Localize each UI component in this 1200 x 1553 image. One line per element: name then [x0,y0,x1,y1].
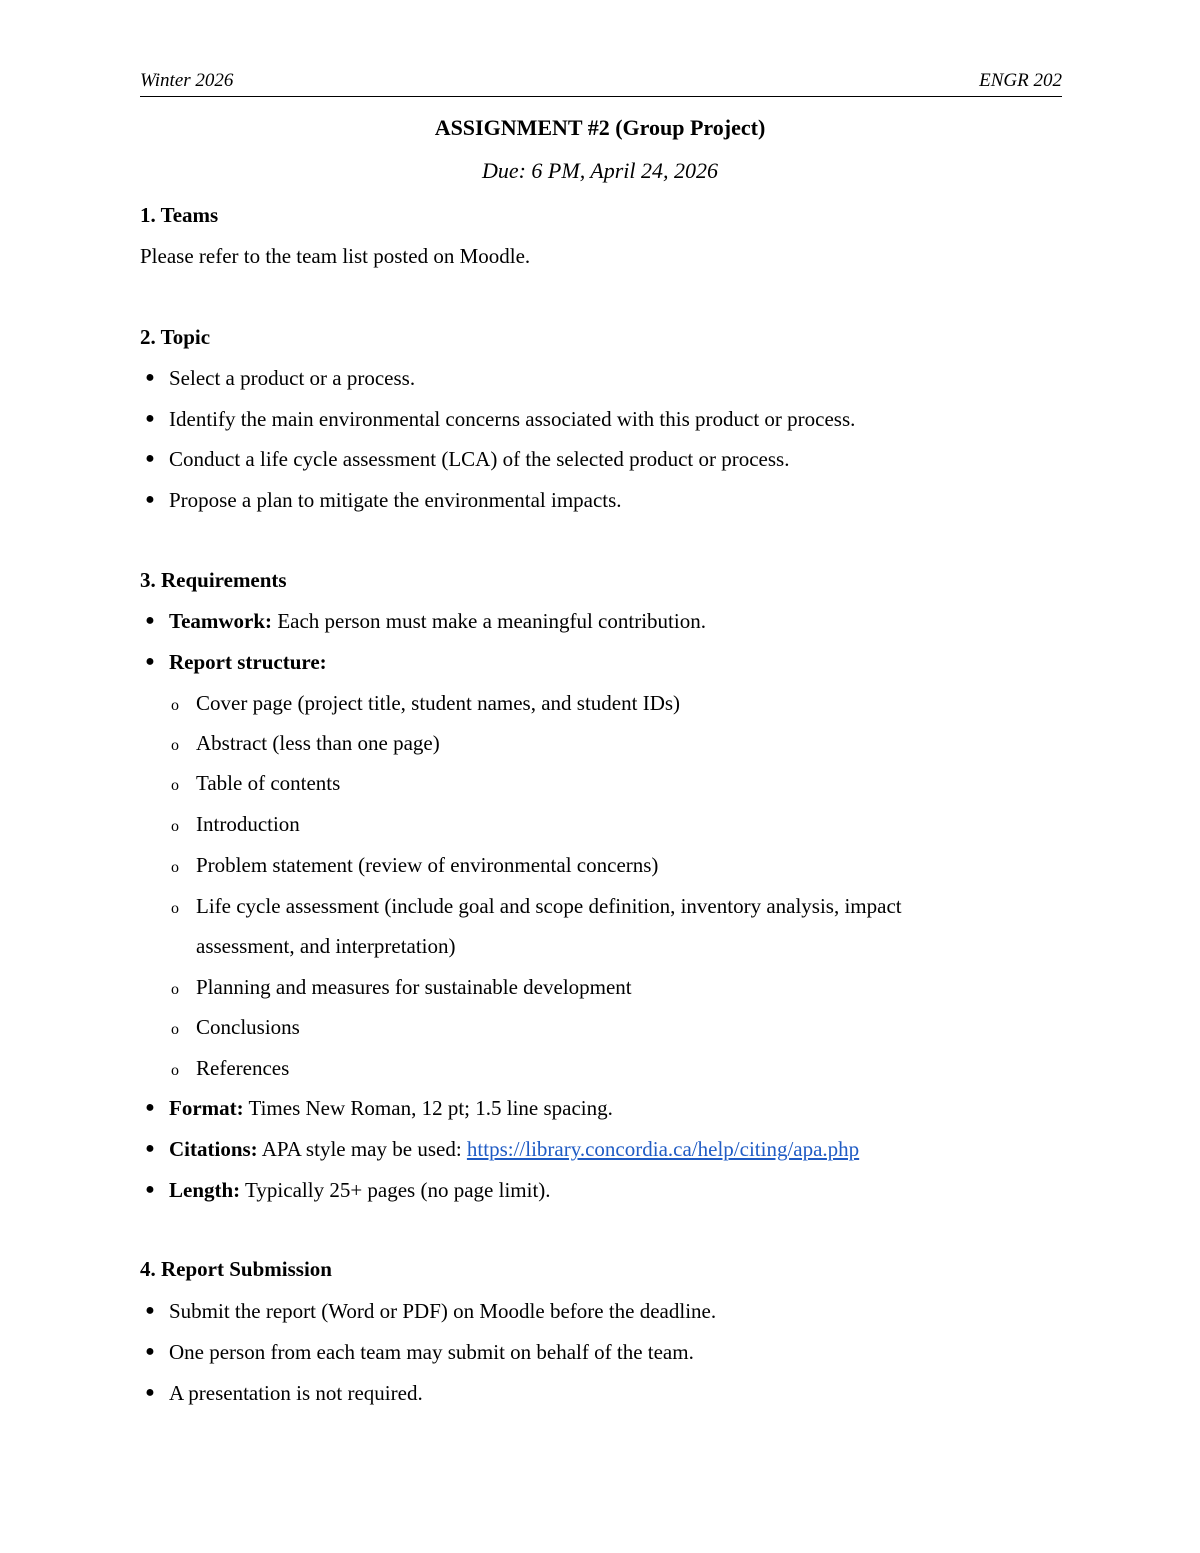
bullet-icon: ● [145,491,155,508]
circle-bullet-icon: o [171,981,179,998]
citations-text: APA style may be used: [257,1137,467,1161]
section-heading-teams: 1. Teams [140,203,219,227]
bullet-icon: ● [145,369,155,386]
page-header [140,70,1062,97]
circle-bullet-icon: o [171,697,179,714]
format-label: Format: [169,1096,244,1120]
circle-bullet-icon: o [171,818,179,835]
circle-bullet-icon: o [171,859,179,876]
circle-bullet-icon: o [171,777,179,794]
section-heading-topic: 2. Topic [140,325,211,349]
bullet-icon: ● [145,450,155,467]
assignment-title: ASSIGNMENT #2 (Group Project) [434,115,766,140]
teamwork-text: Each person must make a meaningful contribution. [272,609,706,633]
course-code: ENGR 202 [979,70,1062,91]
teams-text: Please refer to the team list posted on Moodle. [140,244,531,268]
bullet-icon: ● [145,653,155,670]
circle-bullet-icon: o [171,900,179,917]
apa-citation-link[interactable]: https://library.concordia.ca/help/citing/apa.php [466,1137,860,1161]
section-heading-requirements: 3. Requirements [140,568,287,592]
bullet-icon: ● [145,1181,155,1198]
bullet-icon: ● [145,410,155,427]
report-structure-label: Report structure: [169,650,327,674]
bullet-icon: ● [145,1343,155,1360]
bullet-icon: ● [145,1384,155,1401]
circle-bullet-icon: o [171,737,179,754]
bullet-icon: ● [145,1099,155,1116]
format-text: Times New Roman, 12 pt; 1.5 line spacing. [243,1096,613,1120]
term-label: Winter 2026 [140,70,234,91]
sub-list-item-continuation: assessment, and interpretation) [196,934,456,958]
teamwork-label: Teamwork: [169,609,273,633]
length-label: Length: [169,1178,241,1202]
bullet-icon: ● [145,612,155,629]
due-date: Due: 6 PM, April 24, 2026 [481,158,719,183]
bullet-icon: ● [145,1140,155,1157]
section-heading-submission: 4. Report Submission [140,1257,332,1281]
bullet-icon: ● [145,1302,155,1319]
circle-bullet-icon: o [171,1062,179,1079]
circle-bullet-icon: o [171,1021,179,1038]
citations-label: Citations: [169,1137,258,1161]
length-text: Typically 25+ pages (no page limit). [240,1178,551,1202]
